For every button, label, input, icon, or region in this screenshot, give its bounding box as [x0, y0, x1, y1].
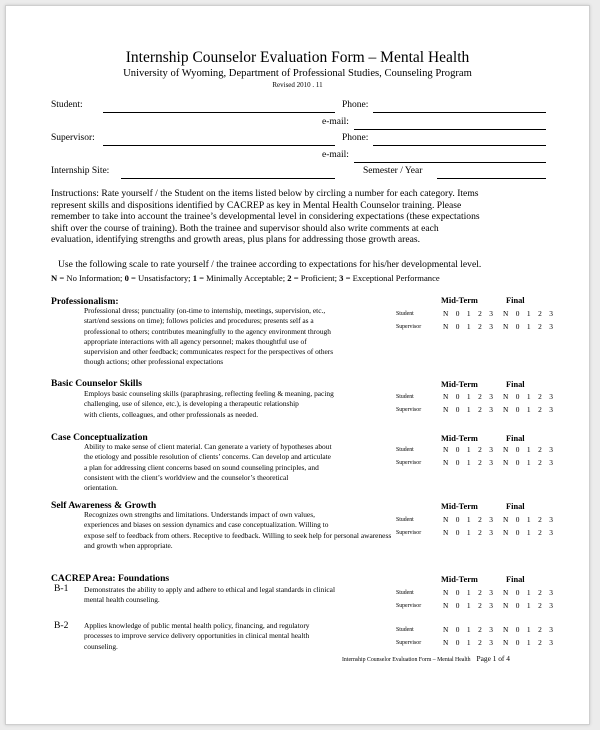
final-student-rating[interactable]: N 0 1 2 3	[503, 445, 556, 454]
description-line: start/end sessions on time); follows policies and procedures; presents self as a	[84, 316, 314, 326]
scale-text-n: = No Information;	[57, 273, 125, 283]
section-title: Professionalism:	[51, 296, 119, 307]
supervisor-label: Supervisor:	[51, 133, 95, 143]
midterm-header: Mid-Term	[441, 380, 478, 389]
phone-label: Phone:	[342, 100, 369, 110]
description-line: consistent with the client’s worldview and the counselor’s theoretical	[84, 472, 289, 482]
final-student-rating[interactable]: N 0 1 2 3	[503, 309, 556, 318]
description-line: orientation.	[84, 483, 118, 493]
supervisor-row-label: Supervisor	[396, 407, 422, 413]
student-row-label: Student	[396, 590, 414, 596]
section-title: Case Conceptualization	[51, 432, 148, 443]
student-field[interactable]	[103, 112, 335, 113]
phone-field[interactable]	[373, 112, 546, 113]
midterm-header: Mid-Term	[441, 434, 478, 443]
section-title: Basic Counselor Skills	[51, 378, 142, 389]
scale-intro: Use the following scale to rate yourself / the trainee according to expectations for his/her developmental level.	[58, 259, 482, 270]
description-line: Applies knowledge of public mental health policy, financing, and regulatory	[84, 621, 310, 630]
midterm-header: Mid-Term	[441, 502, 478, 511]
email-label: e-mail:	[322, 117, 349, 127]
scale-key-n: N	[51, 273, 58, 283]
description-line: with clients, colleagues, and other professionals as needed.	[84, 409, 259, 419]
email-label-2: e-mail:	[322, 150, 349, 160]
section-description	[84, 442, 394, 493]
instructions-line: represent skills and dispositions identified by CACREP as key in Mental Health Counselor training. Please	[51, 199, 462, 211]
student-label: Student:	[51, 100, 83, 110]
scale-legend	[51, 273, 440, 283]
form-title: Internship Counselor Evaluation Form – Mental Health	[125, 49, 470, 66]
description-line: experiences and biases on session dynamics and case conceptualization. Willing to	[84, 520, 329, 530]
scale-text-1: = Minimally Acceptable;	[197, 273, 288, 283]
revision-note: Revised 2010 . 11	[272, 81, 323, 89]
page-footer	[342, 654, 510, 663]
instructions-line: remember to take into account the trainee’s developmental level in considering expectations (these expectations	[51, 211, 480, 223]
scale-text-0: = Unsatisfactory;	[128, 273, 193, 283]
midterm-supervisor-rating[interactable]: N 0 1 2 3	[443, 528, 496, 537]
supervisor-row-label: Supervisor	[396, 324, 422, 330]
item-description	[84, 585, 394, 606]
site-label: Internship Site:	[51, 166, 110, 176]
midterm-student-rating[interactable]: N 0 1 2 3	[443, 392, 496, 401]
final-supervisor-rating[interactable]: N 0 1 2 3	[503, 528, 556, 537]
section-description	[84, 389, 394, 420]
instructions-line: Instructions: Rate yourself / the Student on the items listed below by circling a number for each category. Items	[51, 188, 479, 199]
item-description	[84, 621, 394, 652]
supervisor-row-label: Supervisor	[396, 530, 422, 536]
description-line: Professional dress; punctuality (on-time to internship, meetings, supervision, etc.,	[84, 306, 326, 315]
final-header: Final	[506, 575, 525, 584]
midterm-student-rating[interactable]: N 0 1 2 3	[443, 445, 496, 454]
description-line: professional to others; contributes meaningfully to the agency environment through	[84, 326, 331, 336]
scale-key-0: 0	[124, 273, 129, 283]
footer-title: Internship Counselor Evaluation Form – Mental Health	[342, 657, 471, 663]
description-line: processes to improve service delivery opportunities in clinical mental health	[84, 631, 310, 641]
final-student-rating[interactable]: N 0 1 2 3	[503, 392, 556, 401]
midterm-supervisor-rating[interactable]: N 0 1 2 3	[443, 322, 496, 331]
midterm-student-rating[interactable]: N 0 1 2 3	[443, 515, 496, 524]
description-line: Demonstrates the ability to apply and adhere to ethical and legal standards in clinical	[84, 585, 335, 594]
final-header: Final	[506, 296, 525, 305]
midterm-supervisor-rating[interactable]: N 0 1 2 3	[443, 638, 496, 647]
document-page	[5, 5, 590, 725]
final-supervisor-rating[interactable]: N 0 1 2 3	[503, 458, 556, 467]
supervisor-field[interactable]	[103, 145, 335, 146]
description-line: mental health counseling.	[84, 595, 160, 605]
description-line: supervision and other feedback; communicates respect for the perspectives of others	[84, 347, 334, 357]
form-subtitle: University of Wyoming, Department of Professional Studies, Counseling Program	[123, 68, 472, 79]
midterm-header: Mid-Term	[441, 296, 478, 305]
description-line: challenging, use of silence, etc.), is developing a therapeutic relationship	[84, 399, 299, 409]
site-field[interactable]	[121, 178, 335, 179]
supervisor-row-label: Supervisor	[396, 640, 422, 646]
scale-key-3: 3	[339, 273, 344, 283]
section-title: Self Awareness & Growth	[51, 500, 157, 511]
section-description	[84, 306, 394, 368]
midterm-header: Mid-Term	[441, 575, 478, 584]
section-description	[84, 510, 394, 551]
final-supervisor-rating[interactable]: N 0 1 2 3	[503, 601, 556, 610]
description-line: and growth when appropriate.	[84, 540, 173, 550]
student-row-label: Student	[396, 447, 414, 453]
final-header: Final	[506, 434, 525, 443]
description-line: appropriate interactions with all agency personnel; makes thoughtful use of	[84, 336, 307, 346]
final-header: Final	[506, 380, 525, 389]
cacrep-title: CACREP Area: Foundations	[51, 573, 170, 584]
final-student-rating[interactable]: N 0 1 2 3	[503, 625, 556, 634]
midterm-supervisor-rating[interactable]: N 0 1 2 3	[443, 601, 496, 610]
semester-field[interactable]	[437, 178, 546, 179]
description-line: Employs basic counseling skills (paraphrasing, reflecting feeling & meaning, pacing	[84, 389, 334, 398]
description-line: though actions; other professional expectations	[84, 357, 224, 367]
supervisor-row-label: Supervisor	[396, 603, 422, 609]
item-id: B-2	[54, 620, 69, 631]
instructions-line: evaluation, identifying strengths and growth areas, plus plans for addressing those growth areas.	[51, 234, 421, 246]
supervisor-row-label: Supervisor	[396, 460, 422, 466]
email-field-2[interactable]	[354, 162, 546, 163]
page-number: Page 1 of 4	[476, 654, 510, 663]
phone-field-2[interactable]	[373, 145, 546, 146]
instructions-line: shift over the course of training). Both the trainee and supervisor should also write comments at each	[51, 222, 439, 234]
description-line: Recognizes own strengths and limitations. Understands impact of own values,	[84, 510, 315, 519]
scale-key-1: 1	[192, 273, 197, 283]
final-supervisor-rating[interactable]: N 0 1 2 3	[503, 638, 556, 647]
email-field[interactable]	[354, 129, 546, 130]
final-supervisor-rating[interactable]: N 0 1 2 3	[503, 322, 556, 331]
final-student-rating[interactable]: N 0 1 2 3	[503, 588, 556, 597]
description-line: a plan for addressing client concerns based on sound counseling principles, and	[84, 462, 319, 472]
final-supervisor-rating[interactable]: N 0 1 2 3	[503, 405, 556, 414]
midterm-supervisor-rating[interactable]: N 0 1 2 3	[443, 405, 496, 414]
student-row-label: Student	[396, 627, 414, 633]
final-header: Final	[506, 502, 525, 511]
final-student-rating[interactable]: N 0 1 2 3	[503, 515, 556, 524]
midterm-student-rating[interactable]: N 0 1 2 3	[443, 588, 496, 597]
scale-text-3: = Exceptional Performance	[343, 273, 440, 283]
scale-key-2: 2	[287, 273, 292, 283]
midterm-student-rating[interactable]: N 0 1 2 3	[443, 309, 496, 318]
student-row-label: Student	[396, 311, 414, 317]
scale-text-2: = Proficient;	[291, 273, 340, 283]
midterm-supervisor-rating[interactable]: N 0 1 2 3	[443, 458, 496, 467]
instructions	[51, 188, 551, 246]
description-line: Ability to make sense of client material. Can generate a variety of hypotheses about	[84, 442, 332, 451]
description-line: the etiology and possible resolution of clients’ concerns. Can develop and articulate	[84, 452, 331, 462]
description-line: expose self to feedback from others. Receptive to feedback. Willing to seek help for personal awareness	[84, 530, 392, 540]
student-row-label: Student	[396, 517, 414, 523]
item-id: B-1	[54, 583, 69, 594]
midterm-student-rating[interactable]: N 0 1 2 3	[443, 625, 496, 634]
student-row-label: Student	[396, 394, 414, 400]
semester-label: Semester / Year	[363, 166, 423, 176]
description-line: counseling.	[84, 641, 118, 651]
phone-label-2: Phone:	[342, 133, 369, 143]
